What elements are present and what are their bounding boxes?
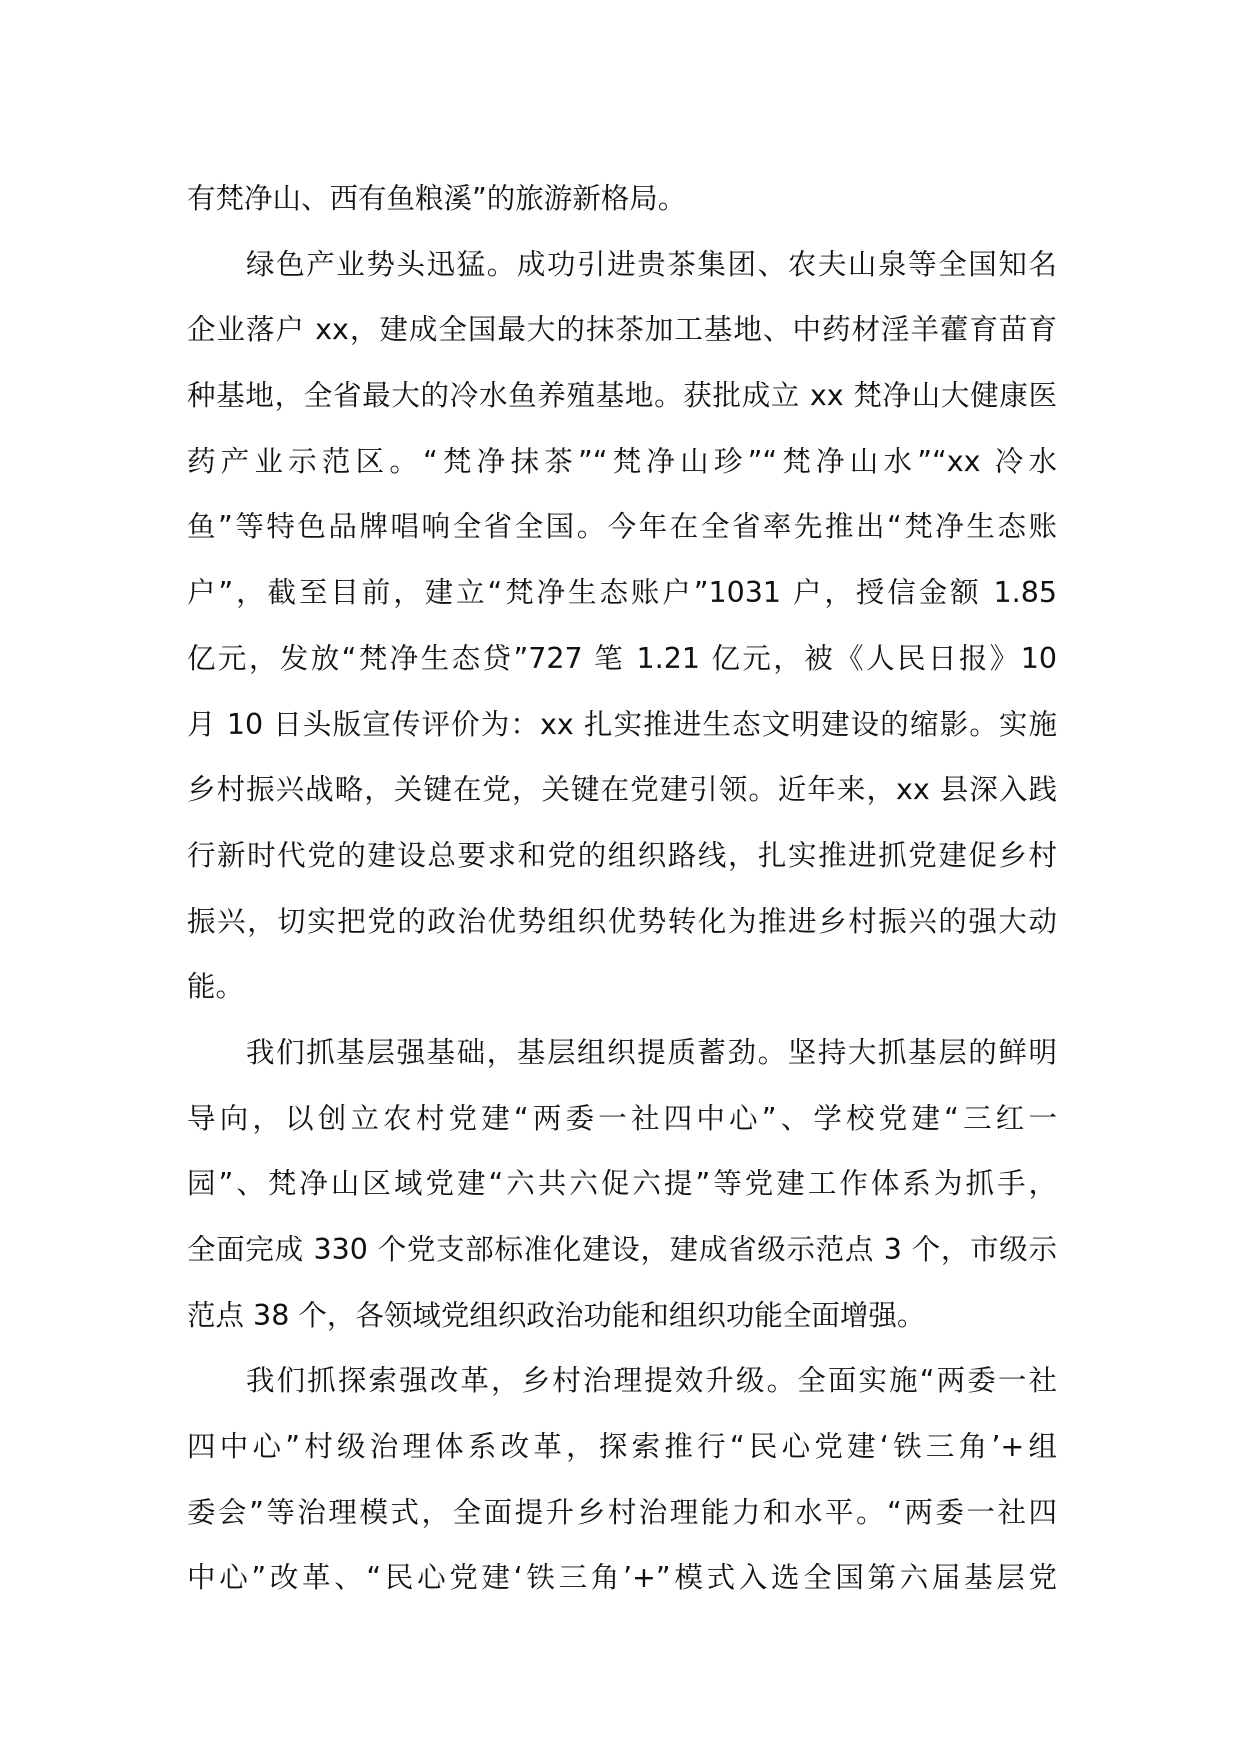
text-line: 绿色产业势头迅猛。成功引进贵茶集团、农夫山泉等全国知名 [246,247,1057,281]
text-line: 药产业示范区。“梵净抹茶”“梵净山珍”“梵净山水”“xx 冷水 [187,444,1057,478]
text-line: 全面完成 330 个党支部标准化建设，建成省级示范点 3 个，市级示 [187,1233,1057,1266]
text-line: 四中心”村级治理体系改革，探索推行“民心党建‘铁三角’+组 [187,1430,1057,1464]
text-line: 亿元，发放“梵净生态贷”727 笔 1.21 亿元，被《人民日报》10 [187,641,1057,675]
text-line: 行新时代党的建设总要求和党的组织路线，扎实推进抓党建促乡村 [187,838,1057,872]
text-line: 能。 [187,970,245,1004]
text-line: 导向，以创立农村党建“两委一社四中心”、学校党建“三红一 [187,1101,1057,1135]
text-line: 范点 38 个，各领域党组织政治功能和组织功能全面增强。 [187,1298,926,1332]
text-line: 我们抓基层强基础，基层组织提质蓄劲。坚持大抓基层的鲜明 [246,1035,1057,1069]
text-line: 委会”等治理模式，全面提升乡村治理能力和水平。“两委一社四 [187,1495,1057,1529]
text-line: 鱼”等特色品牌唱响全省全国。今年在全省率先推出“梵净生态账 [187,510,1057,544]
text-line: 我们抓探索强改革，乡村治理提效升级。全面实施“两委一社 [246,1364,1057,1398]
text-line: 乡村振兴战略，关键在党，关键在党建引领。近年来，xx 县深入践 [187,773,1057,807]
text-line: 户”，截至目前，建立“梵净生态账户”1031 户，授信金额 1.85 [187,576,1057,610]
text-line: 月 10 日头版宣传评价为：xx 扎实推进生态文明建设的缩影。实施 [187,707,1057,741]
text-line: 振兴，切实把党的政治优势组织优势转化为推进乡村振兴的强大动 [187,904,1057,938]
text-line: 园”、梵净山区域党建“六共六促六提”等党建工作体系为抓手， [187,1167,1057,1201]
body-text [187,166,1057,1611]
text-line: 种基地，全省最大的冷水鱼养殖基地。获批成立 xx 梵净山大健康医 [187,379,1057,413]
text-line: 企业落户 xx，建成全国最大的抹茶加工基地、中药材淫羊藿育苗育 [187,313,1057,347]
text-line: 有梵净山、西有鱼粮溪”的旅游新格局。 [187,182,687,215]
text-line: 中心”改革、“民心党建‘铁三角’+”模式入选全国第六届基层党 [187,1561,1057,1595]
